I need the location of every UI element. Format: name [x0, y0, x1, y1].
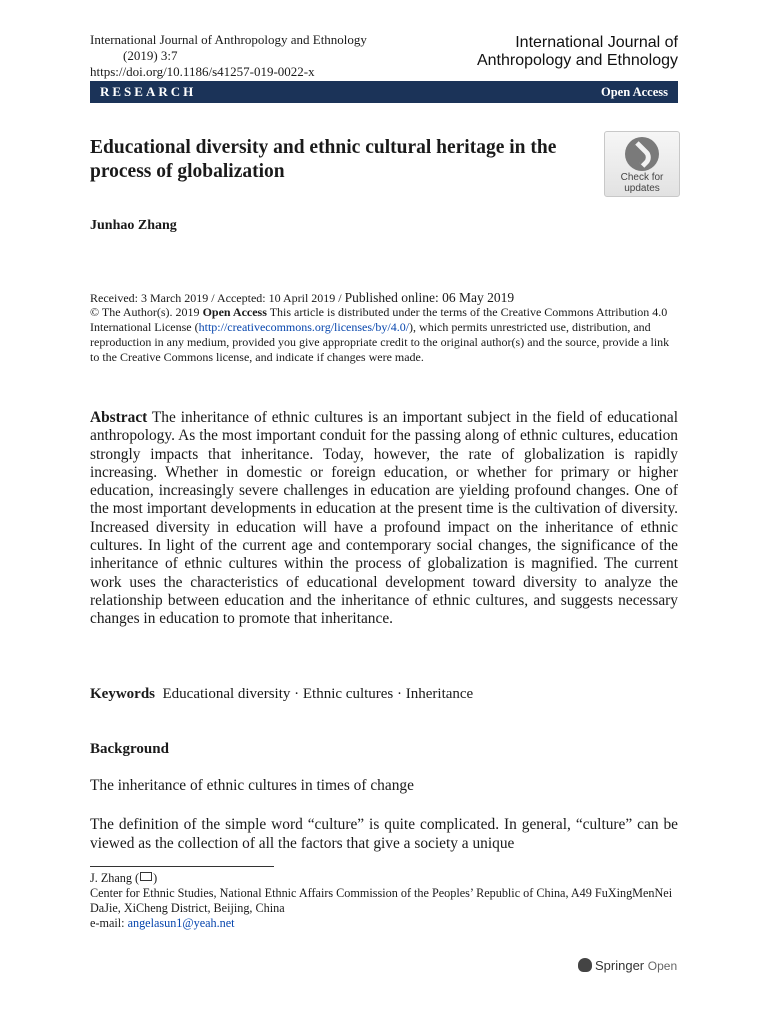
envelope-icon[interactable] [140, 872, 152, 881]
journal-logo [477, 34, 678, 70]
journal-citation: International Journal of Anthropology and Ethnology [90, 32, 367, 47]
article-title: Educational diversity and ethnic cultural heritage in the process of globalization [90, 137, 557, 182]
abstract-text: The inheritance of ethnic cultures is an important subject in the field of educational anthropology. As the most important conduit for the passing along of ethnic cultures, education strongly impacts that inheritance. Today, however, the rate of globalization is rapidly increasing. Whether in domestic or foreign education, or whether for primary or higher education, increasingly severe challenges in education are yielding profound changes. One of the most important developments in education at the present time is the cultivation of diversity. Increased diversity in education will have a profound impact on the inheritance of ethnic cultures. In light of the current age and contemporary social changes, the significance of the inheritance of ethnic cultures within the process of globalization is magnified. The current work uses the characteristics of educational development toward diversity to analyze the relationship between education and the inheritance of ethnic cultures, and suggests necessary changes in education to promote that inheritance. [90, 409, 678, 628]
check-for-updates-button[interactable] [604, 131, 680, 197]
journal-logo-line1: International Journal of [515, 34, 678, 51]
publisher-logo [578, 958, 677, 973]
email-link[interactable]: angelasun1@yeah.net [127, 916, 235, 930]
keywords [90, 686, 473, 703]
abstract [90, 409, 678, 629]
license-text-b: ), which permits unrestricted use, distribution, and reproduction in any medium, provided you give appropriate credit to the original author(s) and the source, provide a link to the Creative Commons license, and indicate if changes were made. [90, 320, 670, 364]
email-label: e-mail: [90, 916, 128, 930]
keywords-label: Keywords [90, 686, 155, 702]
author-footnote [90, 871, 690, 931]
abstract-label: Abstract [90, 409, 148, 426]
open-access-bold: Open Access [202, 305, 267, 319]
open-access-label: Open Access [600, 85, 668, 99]
section-label: RESEARCH [100, 84, 197, 99]
publisher-name: Springer [595, 958, 645, 973]
section-banner [90, 81, 678, 103]
license-text-a: This article is distributed under the terms of the Creative Commons Attribution 4.0 International License ( [90, 305, 668, 334]
doi-link[interactable]: https://doi.org/10.1186/s41257-019-0022-x [90, 64, 315, 79]
author-name: Junhao Zhang [90, 218, 177, 233]
received-date: Received: 3 March 2019 / [90, 291, 217, 305]
badge-line1: Check for [620, 172, 664, 183]
copyright-text: © The Author(s). 2019 [90, 305, 203, 319]
section-heading: Background [90, 741, 169, 757]
citation-header [90, 32, 367, 80]
keywords-text: Educational diversity · Ethnic cultures · Inheritance [162, 686, 474, 702]
license-statement [90, 305, 680, 365]
publication-dates [90, 290, 514, 306]
footnote-divider [90, 866, 274, 867]
published-date: Published online: 06 May 2019 [344, 290, 515, 305]
body-paragraph: The definition of the simple word “culture” is quite complicated. In general, “culture” can be viewed as the collection of all the factors that give a society a unique [90, 816, 678, 852]
volume-issue: (2019) 3:7 [123, 48, 178, 63]
footnote-author-end: ) [153, 871, 158, 885]
subsection-heading: The inheritance of ethnic cultures in times of change [90, 777, 414, 794]
affiliation: Center for Ethnic Studies, National Ethnic Affairs Commission of the Peoples’ Republic of China, A49 FuXingMenNei DaJie, XiCheng District, Beijing, China [90, 886, 673, 915]
accepted-date: Accepted: 10 April 2019 / [216, 291, 345, 305]
check-for-updates-icon [625, 137, 659, 171]
journal-logo-line2: Anthropology and Ethnology [476, 52, 678, 69]
license-link[interactable]: http://creativecommons.org/licenses/by/4.0/ [198, 320, 410, 334]
footnote-author: J. Zhang ( [90, 871, 140, 885]
publisher-suffix: Open [647, 959, 678, 973]
springer-horse-icon [578, 958, 592, 972]
badge-line2: updates [624, 183, 660, 194]
